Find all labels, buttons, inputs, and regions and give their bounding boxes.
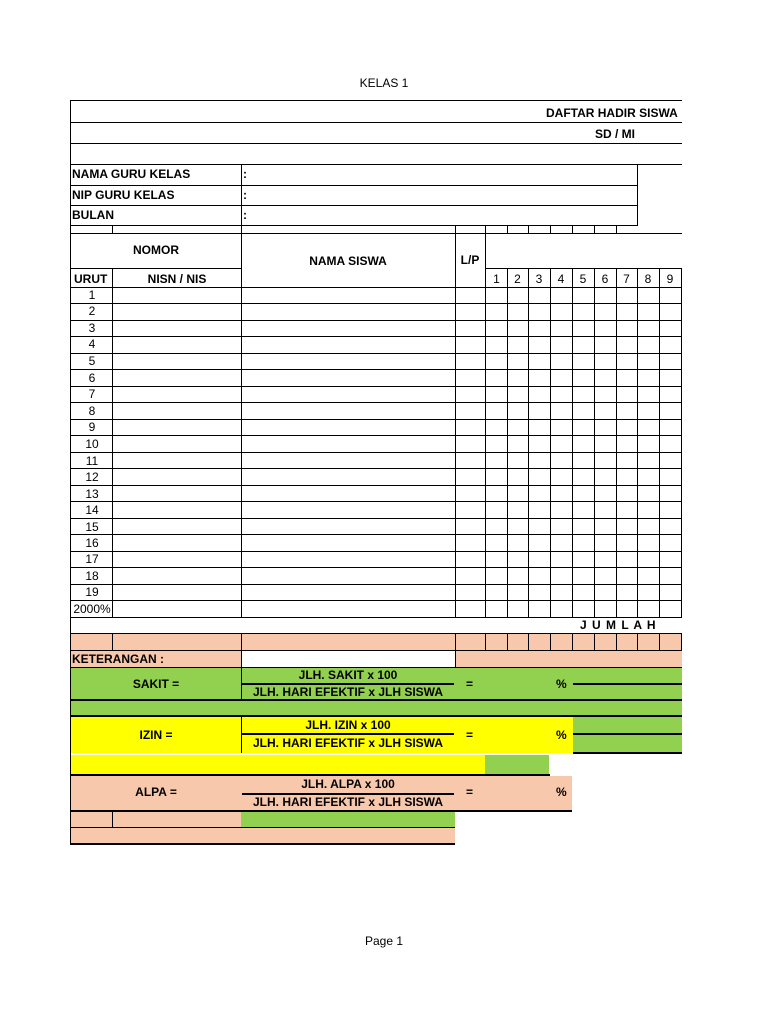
grid-line-day [550,268,551,617]
info-label-bulan: BULAN [72,208,114,222]
row-number: 2000% [73,602,111,616]
keterangan-peach [456,651,682,667]
info-row-border [70,185,638,186]
row-border [71,534,682,535]
row-border [71,336,682,337]
grid-line-nisn [241,226,242,617]
grid-line-day [528,268,529,617]
row-border [71,435,682,436]
sakit-equals: = [466,677,474,691]
keterangan-label: KETERANGAN : [72,652,164,666]
info-label-guru: NAMA GURU KELAS [72,167,191,181]
grid-line [241,651,242,667]
row-number: 3 [88,321,96,335]
row-number: 17 [85,552,99,566]
summary-row-peach [71,634,682,650]
grid-line [112,634,113,651]
izin-equals: = [466,728,474,742]
row-number: 5 [88,354,96,368]
izin-result-line [573,733,682,735]
row-border [71,287,682,288]
row-border [71,518,682,519]
day-9: 9 [666,272,674,286]
header-divider [70,122,682,123]
grid-tick [572,226,573,234]
sakit-percent: % [556,677,567,691]
header-top-border [70,100,682,101]
info-divider [241,164,242,226]
row-number: 15 [85,520,99,534]
sakit-numerator: JLH. SAKIT x 100 [298,668,398,682]
grid-line-day [616,268,617,617]
row-number: 11 [85,454,99,468]
day-1: 1 [493,272,500,286]
grid-line-lp [485,226,486,617]
sheet-subtitle: SD / MI [595,127,636,141]
grid-line-day [659,268,660,617]
grid-tick [616,226,617,234]
sakit-denominator: JLH. HARI EFEKTIF x JLH SISWA [252,685,444,699]
row-number: 2 [88,304,96,318]
grid-tick [594,226,595,234]
row-border [71,353,682,354]
separator-green-cell [485,755,549,774]
sheet-title: DAFTAR HADIR SISWA [546,106,678,120]
grid-tick [528,226,529,234]
alpa-equals: = [466,785,474,799]
day-3: 3 [535,272,543,286]
info-top-border [70,164,682,165]
grid-line-day [572,268,573,617]
row-border [71,452,682,453]
col-nama-siswa: NAMA SISWA [309,254,387,268]
row-number: 4 [88,337,96,351]
trailing-cell-green [241,812,455,827]
info-value-guru: : [243,167,247,181]
jumlah-label: J U M L A H [580,618,657,632]
page-footer: Page 1 [364,934,404,948]
row-number: 19 [85,585,99,599]
alpa-denominator: JLH. HARI EFEKTIF x JLH SISWA [252,795,444,809]
day-4: 4 [557,272,565,286]
col-nisn: NISN / NIS [147,272,207,286]
row-number: 6 [88,371,96,385]
alpa-numerator: JLH. ALPA x 100 [301,777,395,791]
grid-tick [507,226,508,234]
col-nomor: NOMOR [133,243,179,257]
izin-label: IZIN = [139,728,173,742]
day-2: 2 [514,272,521,286]
col-lp: L/P [460,253,480,267]
row-number: 14 [85,503,99,517]
info-label-nip: NIP GURU KELAS [72,188,175,202]
trailing-cell-peach [71,812,241,827]
izin-numerator: JLH. IZIN x 100 [305,718,391,732]
row-border [71,551,682,552]
grid-line-day [681,268,682,617]
alpa-label: ALPA = [135,785,177,799]
izin-denominator: JLH. HARI EFEKTIF x JLH SISWA [252,736,444,750]
page-title: KELAS 1 [359,76,409,90]
grid-line [241,634,242,651]
row-border [71,584,682,585]
info-row-border [70,225,638,226]
info-value-bulan: : [243,208,247,222]
izin-result-bottom [573,752,682,754]
izin-percent: % [556,728,567,742]
row-number: 1 [88,288,96,302]
table-subheader-border [70,268,241,269]
row-border [71,567,682,568]
grid-line-day [507,268,508,617]
izin-fraction-bar [242,733,454,735]
day-5: 5 [579,272,587,286]
row-border [71,303,682,304]
grid-tick [550,226,551,234]
row-border [71,501,682,502]
izin-result-cell [573,717,682,753]
row-border [71,600,682,601]
separator-yellow [71,755,485,774]
table-header-border [70,233,682,234]
row-border [71,485,682,486]
day-7: 7 [623,272,630,286]
grid-line-nama [455,226,456,617]
day-8: 8 [644,272,652,286]
row-number: 10 [85,437,99,451]
row-border [71,468,682,469]
sakit-label: SAKIT = [132,677,180,691]
day-6: 6 [601,272,609,286]
days-header-border [486,268,682,269]
info-row-border [70,205,638,206]
col-urut: URUT [74,272,108,286]
alpa-percent: % [556,785,567,799]
grid-tick [112,226,113,234]
grid-line-day [594,268,595,617]
row-border [71,320,682,321]
grid-line-day [637,268,638,617]
row-border [71,419,682,420]
separator-green [71,701,682,715]
info-value-nip: : [243,188,247,202]
header-divider [70,143,682,144]
row-number: 18 [85,569,99,583]
row-number: 8 [88,404,96,418]
trailing-row-peach [71,828,455,843]
row-number: 7 [88,387,96,401]
trailing-bottom-border [70,843,455,845]
sakit-result-line [573,683,682,685]
info-right-border [637,164,638,226]
grid-line-urut [112,268,113,617]
row-border [71,386,682,387]
row-number: 9 [88,420,96,434]
row-number: 13 [85,487,99,501]
row-border [71,369,682,370]
row-border [71,402,682,403]
row-number: 16 [85,536,99,550]
row-number: 12 [85,470,99,484]
